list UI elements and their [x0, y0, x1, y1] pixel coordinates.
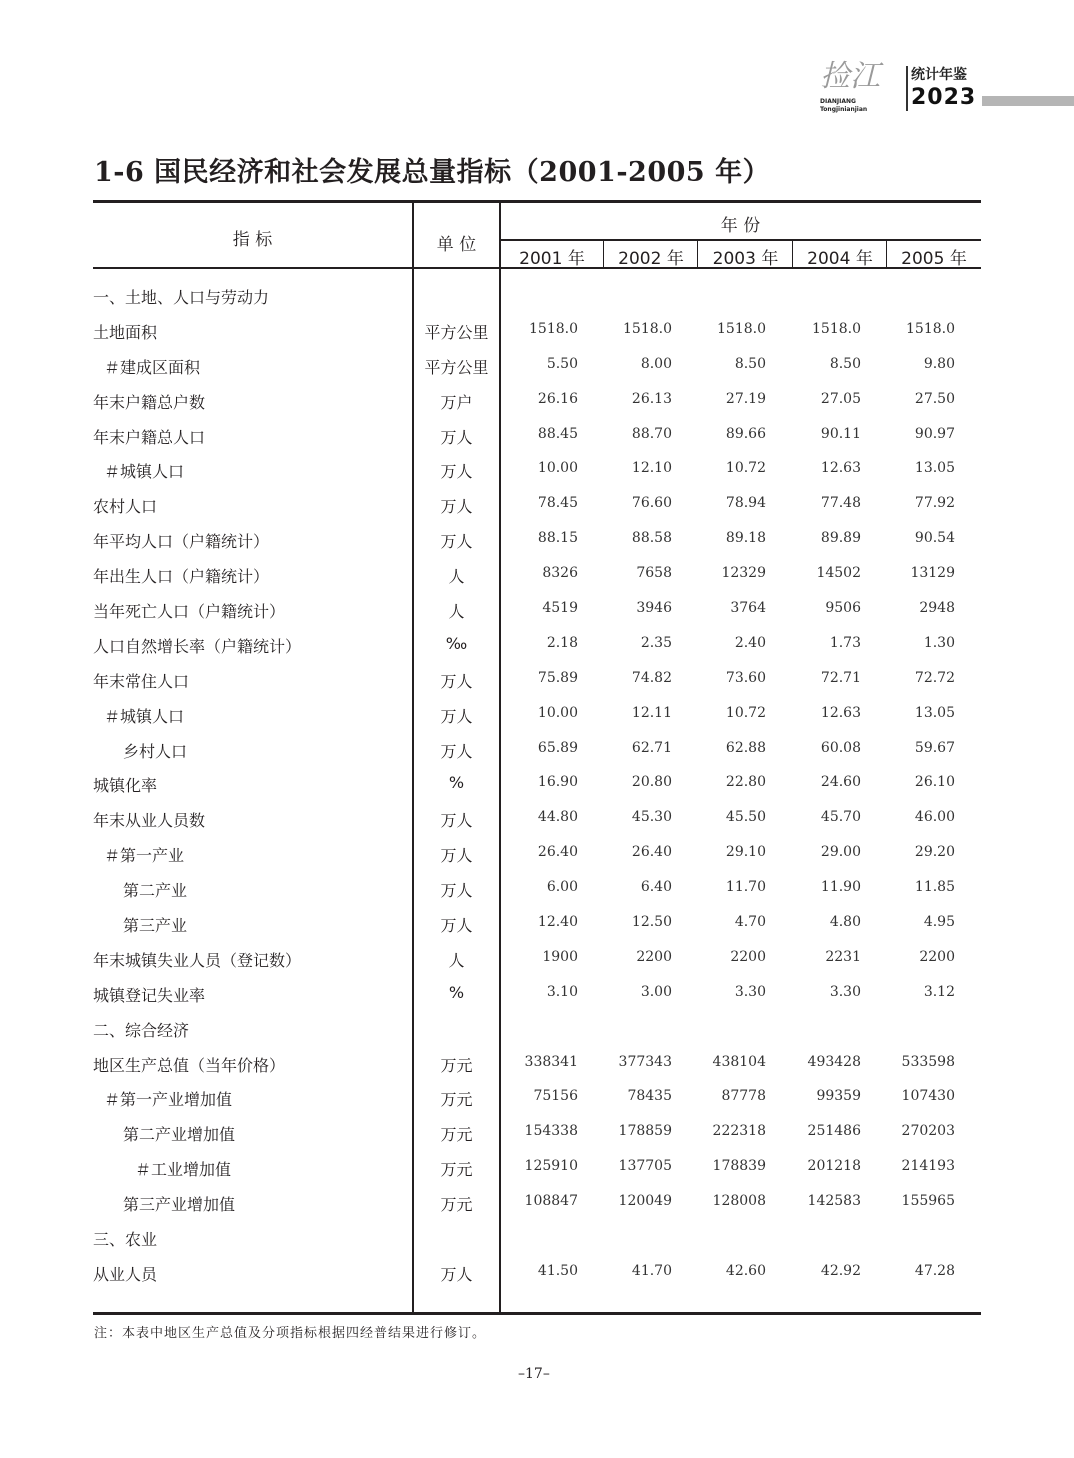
row-label: 年末城镇失业人员（登记数） [93, 950, 302, 970]
row-unit: 平方公里 [424, 322, 489, 342]
page-title: 1-6 国民经济和社会发展总量指标（2001-2005 年） [94, 157, 771, 188]
cell-value: 12.11 [631, 704, 672, 721]
cell-value: 89.18 [725, 530, 766, 547]
cell-value: 4.80 [829, 914, 861, 931]
cell-value: 9506 [825, 600, 861, 617]
cell-value: 1900 [542, 948, 578, 965]
cell-value: 41.50 [537, 1262, 578, 1279]
table-row [93, 731, 981, 766]
row-label: 年出生人口（户籍统计） [93, 567, 270, 587]
cell-value: 2200 [919, 948, 955, 965]
cell-value: 338341 [524, 1053, 578, 1070]
cell-value: 41.70 [631, 1262, 672, 1279]
cell-value: 201218 [807, 1158, 861, 1175]
cell-value: 45.50 [725, 809, 766, 826]
cell-value: 29.20 [914, 844, 955, 861]
row-unit: 万元 [440, 1055, 473, 1075]
cell-value: 125910 [524, 1158, 578, 1175]
cell-value: 178859 [618, 1123, 672, 1140]
row-label: ＃第一产业增加值 [104, 1090, 233, 1110]
table-row [93, 975, 981, 1010]
cell-value: 88.58 [631, 530, 672, 547]
header-unit: 单 位 [436, 235, 477, 255]
row-unit: 人 [448, 950, 465, 970]
row-label: 年平均人口（户籍统计） [93, 532, 270, 552]
cell-value: 72.71 [820, 669, 861, 686]
cell-value: 45.30 [631, 809, 672, 826]
table-row [93, 312, 981, 347]
cell-value: 251486 [807, 1123, 861, 1140]
cell-value: 533598 [901, 1053, 955, 1070]
cell-value: 26.40 [631, 844, 672, 861]
row-unit: 人 [448, 567, 465, 587]
row-label: ＃城镇人口 [104, 706, 185, 726]
cell-value: 88.45 [537, 425, 578, 442]
table-top-rule [93, 200, 981, 203]
cell-value: 2200 [730, 948, 766, 965]
table-row [93, 417, 981, 452]
cell-value: 120049 [618, 1193, 672, 1210]
row-unit: 万人 [440, 427, 473, 447]
cell-value: 3.10 [546, 983, 578, 1000]
cell-value: 12.10 [631, 460, 672, 477]
table-row [93, 1149, 981, 1184]
cell-value: 8.00 [640, 355, 672, 372]
table-row [93, 800, 981, 835]
cell-value: 1518.0 [906, 320, 955, 337]
cell-value: 6.00 [546, 879, 578, 896]
row-unit: 万人 [440, 811, 473, 831]
row-label: ＃建成区面积 [104, 357, 201, 377]
row-label: 从业人员 [93, 1264, 158, 1284]
row-label: 土地面积 [93, 322, 158, 342]
header-bar [982, 96, 1074, 106]
logo-pinyin [820, 98, 867, 114]
cell-value: 12.40 [537, 914, 578, 931]
cell-value: 2.18 [546, 634, 578, 651]
cell-value: 9.80 [923, 355, 955, 372]
table-row [93, 486, 981, 521]
logo-pinyin-1: DIANJIANG [820, 98, 856, 105]
row-label: 人口自然增长率（户籍统计） [93, 636, 302, 656]
cell-value: 12.63 [820, 704, 861, 721]
table-row [93, 277, 981, 312]
row-label: 第二产业 [123, 881, 188, 901]
cell-value: 438104 [712, 1053, 766, 1070]
cell-value: 78.94 [725, 495, 766, 512]
row-unit: 万元 [440, 1160, 473, 1180]
footnote: 注：本表中地区生产总值及分项指标根据四经普结果进行修订。 [94, 1326, 487, 1341]
row-label: 二、综合经济 [93, 1020, 190, 1040]
row-unit: 万户 [440, 392, 473, 412]
page-number: –17– [518, 1366, 550, 1382]
cell-value: 72.72 [914, 669, 955, 686]
cell-value: 62.88 [725, 739, 766, 756]
cell-value: 270203 [901, 1123, 955, 1140]
cell-value: 11.85 [914, 879, 955, 896]
cell-value: 14502 [816, 565, 861, 582]
row-label: 第三产业 [123, 916, 188, 936]
cell-value: 222318 [712, 1123, 766, 1140]
cell-value: 10.72 [725, 704, 766, 721]
cell-value: 20.80 [631, 774, 672, 791]
cell-value: 4.70 [734, 914, 766, 931]
cell-value: 99359 [816, 1088, 861, 1105]
table-row [93, 870, 981, 905]
row-unit: 万人 [440, 532, 473, 552]
cell-value: 12329 [721, 565, 766, 582]
table-row [93, 382, 981, 417]
cell-value: 89.66 [725, 425, 766, 442]
cell-value: 1.30 [923, 634, 955, 651]
table-row [93, 1254, 981, 1289]
table-row [93, 1219, 981, 1254]
table-row [93, 591, 981, 626]
cell-value: 1518.0 [623, 320, 672, 337]
cell-value: 42.60 [725, 1262, 766, 1279]
row-label: 年末从业人员数 [93, 811, 206, 831]
row-label: 第三产业增加值 [123, 1195, 236, 1215]
cell-value: 88.70 [631, 425, 672, 442]
row-unit: 万元 [440, 1195, 473, 1215]
cell-value: 2231 [825, 948, 861, 965]
cell-value: 10.00 [537, 704, 578, 721]
cell-value: 73.60 [725, 669, 766, 686]
row-label: 农村人口 [93, 497, 158, 517]
cell-value: 29.00 [820, 844, 861, 861]
table-row [93, 556, 981, 591]
cell-value: 75156 [533, 1088, 578, 1105]
cell-value: 26.16 [537, 390, 578, 407]
cell-value: 60.08 [820, 739, 861, 756]
table-row [93, 1114, 981, 1149]
years-rule [500, 239, 981, 241]
cell-value: 26.10 [914, 774, 955, 791]
cell-value: 6.40 [640, 879, 672, 896]
row-label: 年末户籍总人口 [93, 427, 206, 447]
table-row [93, 347, 981, 382]
cell-value: 8326 [542, 565, 578, 582]
cell-value: 62.71 [631, 739, 672, 756]
cell-value: 90.54 [914, 530, 955, 547]
cell-value: 88.15 [537, 530, 578, 547]
row-label: 第二产业增加值 [123, 1125, 236, 1145]
cell-value: 45.70 [820, 809, 861, 826]
row-unit: % [448, 773, 465, 793]
table-row [93, 940, 981, 975]
logo-box [906, 66, 976, 111]
cell-value: 2948 [919, 600, 955, 617]
cell-value: 107430 [901, 1088, 955, 1105]
cell-value: 44.80 [537, 809, 578, 826]
cell-value: 3.30 [829, 983, 861, 1000]
cell-value: 42.92 [820, 1262, 861, 1279]
yearbook-logo [820, 60, 1074, 116]
table-row [93, 626, 981, 661]
logo-year: 2023 [911, 85, 977, 110]
table-row [93, 835, 981, 870]
row-label: 地区生产总值（当年价格） [93, 1055, 286, 1075]
row-unit: 万人 [440, 497, 473, 517]
cell-value: 75.89 [537, 669, 578, 686]
row-unit: 平方公里 [424, 357, 489, 377]
row-unit: 万人 [440, 671, 473, 691]
row-label: 城镇登记失业率 [93, 985, 206, 1005]
row-label: 城镇化率 [93, 776, 158, 796]
cell-value: 12.50 [631, 914, 672, 931]
table-row [93, 905, 981, 940]
row-label: 三、农业 [93, 1230, 158, 1250]
cell-value: 3764 [730, 600, 766, 617]
cell-value: 154338 [524, 1123, 578, 1140]
cell-value: 13.05 [914, 460, 955, 477]
table-row [93, 1010, 981, 1045]
cell-value: 27.19 [725, 390, 766, 407]
row-unit: 万元 [440, 1125, 473, 1145]
cell-value: 87778 [721, 1088, 766, 1105]
row-unit: 万人 [440, 741, 473, 761]
cell-value: 128008 [712, 1193, 766, 1210]
cell-value: 13129 [910, 565, 955, 582]
cell-value: 65.89 [537, 739, 578, 756]
cell-value: 377343 [618, 1053, 672, 1070]
table-row [93, 1045, 981, 1080]
cell-value: 155965 [901, 1193, 955, 1210]
table-row [93, 696, 981, 731]
cell-value: 10.72 [725, 460, 766, 477]
header-years: 年 份 [720, 216, 761, 236]
cell-value: 5.50 [546, 355, 578, 372]
cell-value: 59.67 [914, 739, 955, 756]
row-label: ＃工业增加值 [135, 1160, 232, 1180]
cell-value: 3.00 [640, 983, 672, 1000]
cell-value: 78435 [627, 1088, 672, 1105]
cell-value: 178839 [712, 1158, 766, 1175]
row-label: 年末常住人口 [93, 671, 190, 691]
cell-value: 76.60 [631, 495, 672, 512]
logo-title: 统计年鉴 [911, 67, 967, 83]
row-label: 一、土地、人口与劳动力 [93, 288, 270, 307]
table-row [93, 1184, 981, 1219]
cell-value: 11.70 [725, 879, 766, 896]
cell-value: 2.35 [640, 634, 672, 651]
cell-value: 77.48 [820, 495, 861, 512]
cell-value: 2.40 [734, 634, 766, 651]
table-row [93, 765, 981, 800]
cell-value: 8.50 [829, 355, 861, 372]
cell-value: 1518.0 [812, 320, 861, 337]
cell-value: 10.00 [537, 460, 578, 477]
row-unit: 万人 [440, 1264, 473, 1284]
cell-value: 137705 [618, 1158, 672, 1175]
cell-value: 89.89 [820, 530, 861, 547]
cell-value: 26.13 [631, 390, 672, 407]
cell-value: 13.05 [914, 704, 955, 721]
cell-value: 1.73 [829, 634, 861, 651]
cell-value: 214193 [901, 1158, 955, 1175]
cell-value: 27.50 [914, 390, 955, 407]
cell-value: 1518.0 [529, 320, 578, 337]
cell-value: 16.90 [537, 774, 578, 791]
cell-value: 90.97 [914, 425, 955, 442]
table-bottom-rule [93, 1312, 981, 1315]
cell-value: 3.12 [923, 983, 955, 1000]
table-body [93, 277, 981, 1289]
row-unit: 万人 [440, 846, 473, 866]
table-row [93, 1079, 981, 1114]
cell-value: 8.50 [734, 355, 766, 372]
cell-value: 78.45 [537, 495, 578, 512]
table-row [93, 661, 981, 696]
cell-value: 7658 [636, 565, 672, 582]
row-unit: 人 [448, 602, 465, 622]
cell-value: 4519 [542, 600, 578, 617]
cell-value: 11.90 [820, 879, 861, 896]
row-unit: 万人 [440, 706, 473, 726]
cell-value: 26.40 [537, 844, 578, 861]
cell-value: 12.63 [820, 460, 861, 477]
header-year: 2005 年 [901, 249, 967, 269]
cell-value: 47.28 [914, 1262, 955, 1279]
row-unit: 万人 [440, 881, 473, 901]
row-label: ＃城镇人口 [104, 462, 185, 482]
cell-value: 27.05 [820, 390, 861, 407]
header-indicator: 指 标 [232, 230, 273, 250]
cell-value: 46.00 [914, 809, 955, 826]
row-unit: ‰ [445, 633, 468, 653]
header-year: 2004 年 [807, 249, 873, 269]
cell-value: 142583 [807, 1193, 861, 1210]
row-label: ＃第一产业 [104, 846, 185, 866]
row-unit: 万人 [440, 462, 473, 482]
cell-value: 90.11 [820, 425, 861, 442]
row-unit: % [448, 982, 465, 1002]
logo-calligraphy: 捡江 [820, 59, 880, 94]
row-unit: 万元 [440, 1090, 473, 1110]
cell-value: 493428 [807, 1053, 861, 1070]
cell-value: 2200 [636, 948, 672, 965]
row-unit: 万人 [440, 916, 473, 936]
table-row [93, 451, 981, 486]
cell-value: 22.80 [725, 774, 766, 791]
cell-value: 77.92 [914, 495, 955, 512]
header-year: 2002 年 [618, 249, 684, 269]
logo-pinyin-2: Tongjinianjian [820, 106, 868, 113]
row-label: 乡村人口 [123, 741, 188, 761]
cell-value: 3.30 [734, 983, 766, 1000]
cell-value: 24.60 [820, 774, 861, 791]
cell-value: 29.10 [725, 844, 766, 861]
table-row [93, 521, 981, 556]
cell-value: 1518.0 [717, 320, 766, 337]
row-label: 年末户籍总户数 [93, 392, 206, 412]
cell-value: 4.95 [923, 914, 955, 931]
cell-value: 108847 [524, 1193, 578, 1210]
cell-value: 74.82 [631, 669, 672, 686]
header-year: 2003 年 [712, 249, 779, 269]
row-label: 当年死亡人口（户籍统计） [93, 602, 286, 622]
header-year: 2001 年 [519, 249, 585, 269]
cell-value: 3946 [636, 600, 672, 617]
